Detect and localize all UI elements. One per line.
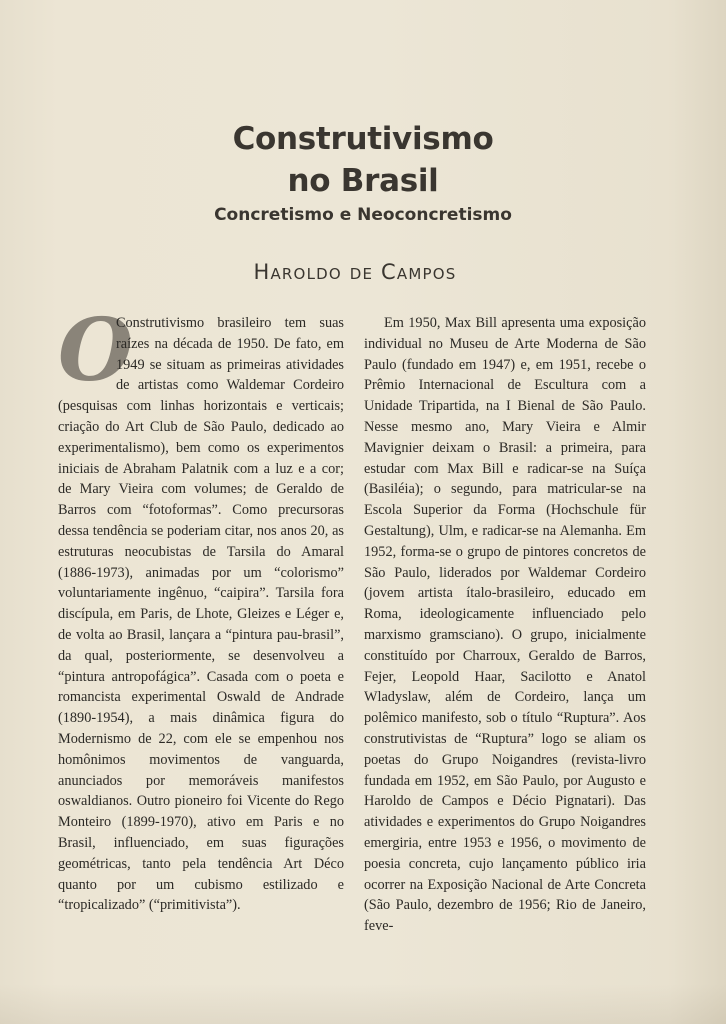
- article-subtitle: Concretismo e Neoconcretismo: [214, 205, 512, 225]
- paragraph-right: Em 1950, Max Bill apresenta uma exposição individual no Museu de Arte Moderna de São Paulo (fundado em 1947) e, em 1951, recebe o Prêmio Internacional de Escultura com a Unidade Tripartida, na I Bienal de São Paulo. Nesse mesmo ano, Mary Vieira e Almir Mavignier deixam o Brasil: a primeira, para estudar com Max Bill e radicar-se na Suíça (Basiléia); o segundo, para matricular-se na Escola Superior da Forma (Hochschule für Gestaltung), Ulm, e radicar-se na Alemanha. Em 1952, forma-se o grupo de pintores concretos de São Paulo, liderados por Waldemar Cordeiro (jovem artista ítalo-brasileiro, educado em Roma, ideologicamente influenciado pelo marxismo gramsciano). O grupo, inicialmente constituído por Charroux, Geraldo de Barros, Fejer, Leopold Haar, Sacilotto e Anatol Wladyslaw, além de Cordeiro, lança um polêmico manifesto, sob o título “Ruptura”. Aos construtivistas de “Ruptura” logo se aliam os poetas do Grupo Noigandres (revista-livro fundada em 1952, em São Paulo, por Augusto e Haroldo de Campos e Décio Pignatari). Das atividades e experimentos do Grupo Noigandres emergiria, entre 1953 e 1956, o movimento de poesia concreta, cujo lançamento público iria ocorrer na Exposição Nacional de Arte Concreta (São Paulo, dezembro de 1956; Rio de Janeiro, feve-: [364, 315, 646, 935]
- text-column-left: [58, 300, 344, 916]
- article-title: [0, 118, 726, 202]
- paragraph-left: Construtivismo brasileiro tem suas raízes na década de 1950. De fato, em 1949 se situam as primeiras atividades de artistas como Waldemar Cordeiro (pesquisas com linhas horizontais e verticais; criação do Art Club de São Paulo, dedicado ao experimentalismo), bem como os experimentos iniciais de Abraham Palatnik com a luz e a cor; de Mary Vieira com volumes; de Geraldo de Barros com “fotoformas”. Como precursoras dessa tendência se poderiam citar, nos anos 20, as estruturas neocubistas de Tarsila do Amaral (1886-1973), animadas por um “colorismo” voluntariamente ingênuo, “caipira”. Tarsila fora discípula, em Paris, de Lhote, Gleizes e Léger e, de volta ao Brasil, lançara a “pintura pau-brasil”, da qual, posteriormente, se desenvolveu a “pintura antropofágica”. Casada com o poeta e romancista experimental Oswald de Andrade (1890-1954), a mais dinâmica figura do Modernismo de 22, com ele se empenhou nos homônimos movimentos de vanguarda, anunciados por memoráveis manifestos oswaldianos. Outro pioneiro foi Vicente do Rego Monteiro (1899-1970), ativo em Paris e no Brasil, influenciado, em suas figurações geométricas, tanto pela tendência Art Déco quanto por um cubismo estilizado e “tropicalizado” (“primitivista”).: [58, 315, 344, 914]
- drop-cap: O: [58, 300, 133, 401]
- author-name: Haroldo de Campos: [253, 260, 457, 284]
- text-column-right: [364, 313, 646, 937]
- title-line-2: no Brasil: [287, 163, 439, 199]
- title-line-1: Construtivismo: [232, 121, 494, 157]
